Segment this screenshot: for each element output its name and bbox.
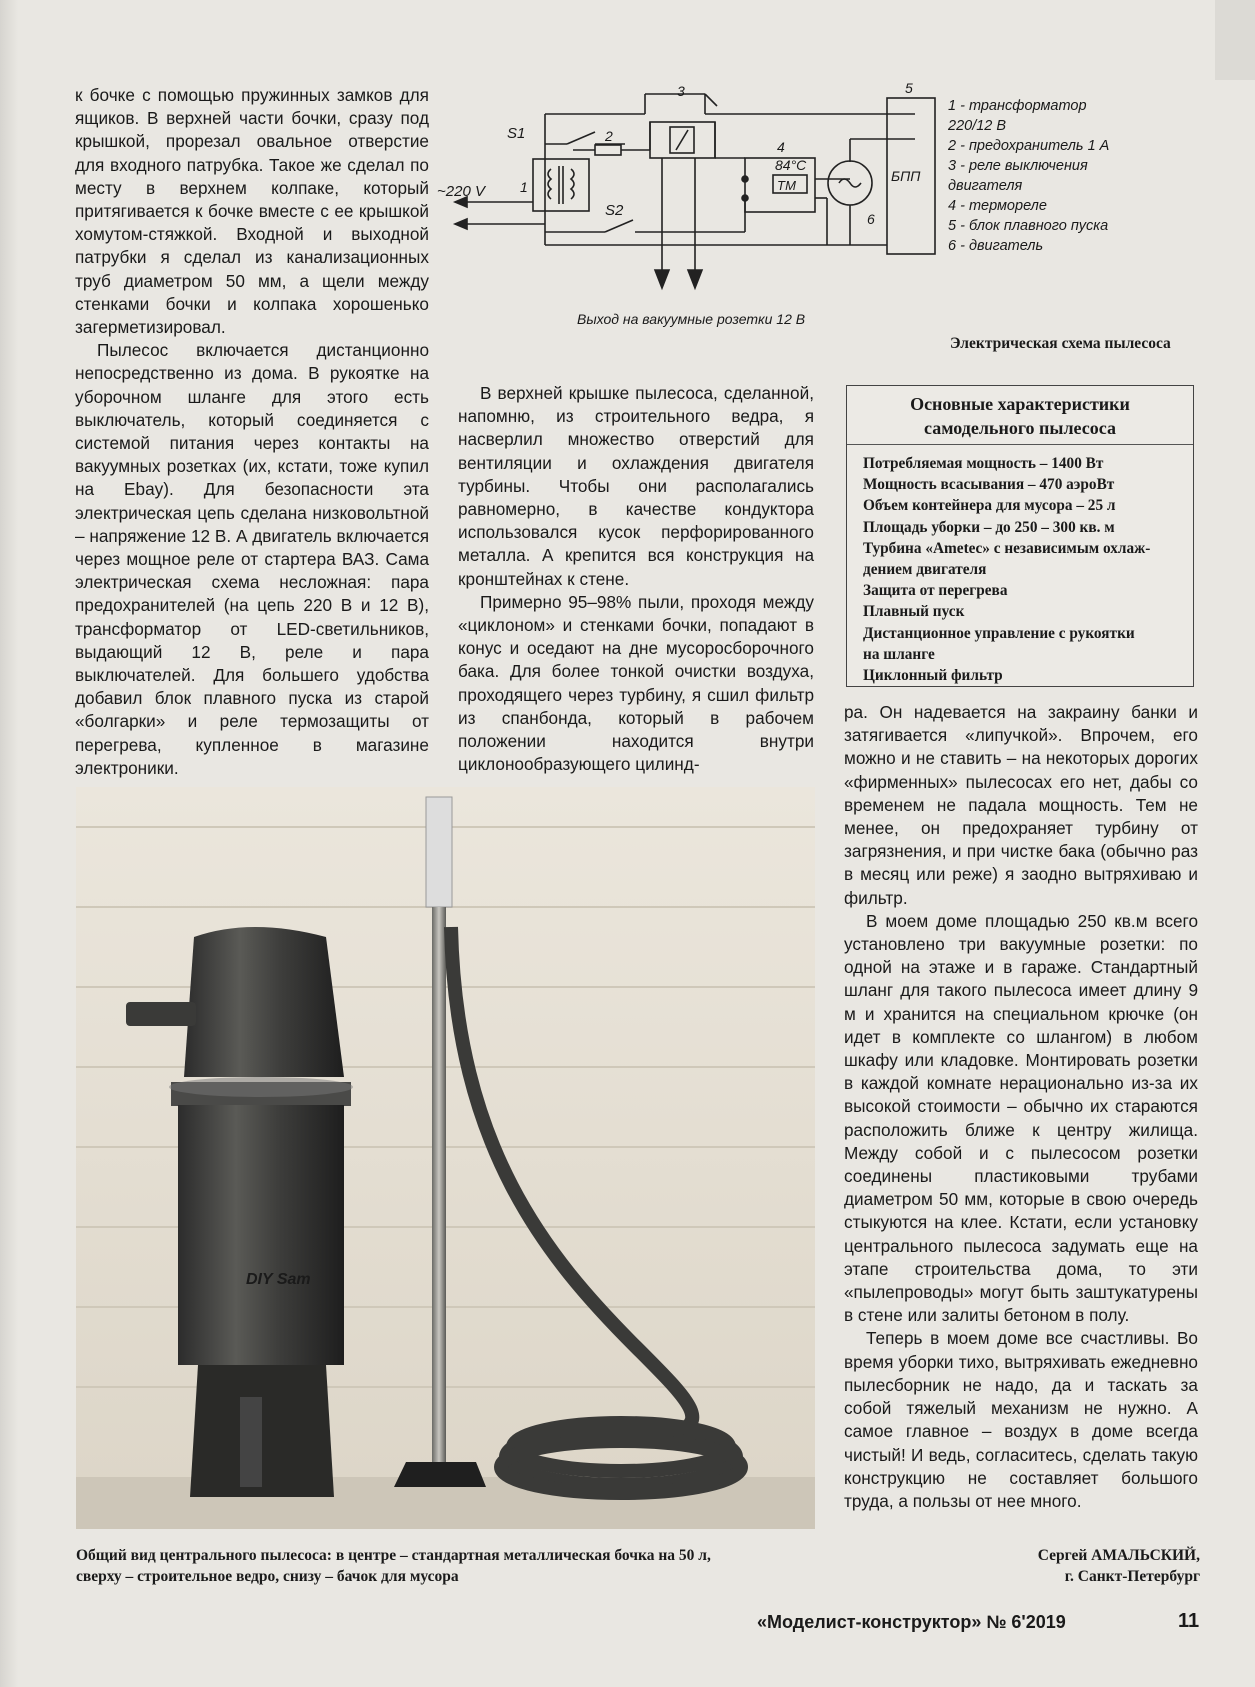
s2-label: S2 <box>605 202 624 219</box>
tm-label: ТМ <box>777 178 796 193</box>
article-column-1 <box>75 84 429 780</box>
vacuum-illustration <box>76 787 815 1529</box>
page-edge <box>0 0 18 1687</box>
vacuum-photo <box>76 787 815 1529</box>
paragraph: к бочке с помощью пружинных замков для ящиков. В верхней части бочки, сразу под крышкой, прорезал овальное отверстие для входного патрубка. Такое же сделал по месту в верхнем колпаке, который притягивается к бочке вместе с ее крышкой хомутом-стяжкой. Входной и выходной патрубки я сделал из канализационных труб диаметром 50 мм, а щели между стенками бочки и колпака хорошенько загерметизировал. <box>75 85 429 338</box>
spec-item: Циклонный фильтр <box>863 667 1003 685</box>
temp-label: 84°C <box>775 157 807 173</box>
magazine-footer: «Моделист-конструктор» № 6'2019 <box>757 1612 1066 1632</box>
paragraph: Теперь в моем доме все счастливы. Во время уборки тихо, вытряхивать ежедневно пылесборник не надо, да и таскать за собой тяжелый механизм не нужно. А самое главное – воздух в доме всегда чистый! И ведь, согласитесь, сделать такую конструкцию не составляет большого труда, а пользы от нее много. <box>844 1328 1198 1511</box>
spec-item: на шланге <box>863 645 935 663</box>
specs-box <box>846 385 1194 687</box>
svg-text:1 - трансформатор: 1 - трансформатор <box>948 98 1087 114</box>
paragraph: Примерно 95–98% пыли, проходя между «циклоном» и стенками бочки, попадают в конус и оседают на дне мусоросборочного бака. Для более тонкой очистки воздуха, проходящего через турбину, я сшил фильтр из спанбонда, который в рабочем положении находится внутри циклонообразующего цилинд- <box>458 591 814 775</box>
author-city: г. Санкт-Петербург <box>1064 1568 1200 1585</box>
spec-item: Защита от перегрева <box>863 582 1008 600</box>
label-1: 1 <box>520 179 528 195</box>
drum-label: DIY Sam <box>246 1271 311 1288</box>
specs-title: Основные характеристики самодельного пылесоса <box>847 386 1193 445</box>
spec-item: Дистанционное управление с рукоятки <box>863 624 1135 642</box>
paragraph: Пылесос включается дистанционно непосредственно из дома. В рукоятке на уборочном шланге для этого есть выключатель, который соединяется с системой питания через контакты на вакуумных розетках (их, кстати, тоже купил на Ebay). Для безопасности эта электрическая цепь сделана низковольтной – напряжение 12 В. А двигатель включается через мощное реле от стартера ВАЗ. Сама электрическая схема несложная: пара предохранителей (на цепь 220 В и 12 В), трансформатор от LED-светильников, выдающий 12 В, реле и пара выключателей. Для большего удобства добавил блок плавного пуска из старой «болгарки» и реле термозащиты от перегрева, купленное в магазине электроники. <box>75 340 429 778</box>
s1-label: S1 <box>507 125 526 142</box>
svg-text:двигателя: двигателя <box>948 178 1023 194</box>
spec-item: дением двигателя <box>863 561 987 579</box>
spec-item: Мощность всасывания – 470 аэроВт <box>863 476 1115 494</box>
photo-caption: Общий вид центрального пылесоса: в центре – стандартная металлическая бочка на 50 л, сверху – строительное ведро, снизу – бачок для мусора <box>76 1547 711 1585</box>
specs-list <box>847 445 1193 686</box>
bpp-label: БПП <box>891 168 921 184</box>
article-column-3 <box>844 701 1198 1513</box>
svg-text:6 - двигатель: 6 - двигатель <box>948 238 1044 254</box>
electrical-diagram <box>437 80 1190 334</box>
spec-item: Потребляемая мощность – 1400 Вт <box>863 455 1104 472</box>
page-corner <box>1215 0 1255 80</box>
svg-text:2 - предохранитель 1 А: 2 - предохранитель 1 А <box>948 138 1110 154</box>
author-name: Сергей АМАЛЬСКИЙ, <box>1037 1547 1200 1564</box>
spec-item: Турбина «Ametec» с независимым охлаж- <box>863 539 1151 557</box>
svg-text:3 - реле выключения: 3 - реле выключения <box>948 158 1088 174</box>
label-6: 6 <box>867 211 875 227</box>
output-label: Выход на вакуумные розетки 12 В <box>577 311 806 327</box>
spec-item: Площадь уборки – до 250 – 300 кв. м <box>863 518 1115 536</box>
label-3: 3 <box>677 83 685 99</box>
diagram-caption: Электрическая схема пылесоса <box>950 335 1171 352</box>
paragraph: ра. Он надевается на закраину банки и затягивается «липучкой». Впрочем, его можно и не ставить – на некоторых дорогих «фирменных» пылесосах его нет, дабы со временем не падала мощность. Тем не менее, он предохраняет турбину от загрязнения, и при чистке бака (обычно раз в месяц или реже) я заодно вытряхиваю и фильтр. <box>844 702 1198 908</box>
diagram-legend <box>947 98 1109 254</box>
paragraph: В верхней крышке пылесоса, сделанной, напомню, из строительного ведра, я насверлил множество отверстий для вентиляции и охлаждения двигателя турбины. Чтобы они располагались равномерно, в качестве кондуктора использовался кусок перфорированного металла. А крепится вся конструкция на кронштейнах к стене. <box>458 383 814 589</box>
svg-text:220/12 В: 220/12 В <box>948 118 1007 134</box>
label-4: 4 <box>777 139 785 155</box>
page-number: 11 <box>1178 1610 1200 1632</box>
circuit-schematic <box>437 80 1190 334</box>
author-signature <box>1038 1545 1200 1587</box>
mains-label: ~220 V <box>437 183 485 200</box>
svg-text:4 - термореле: 4 - термореле <box>948 198 1047 214</box>
label-2: 2 <box>605 128 613 144</box>
spec-item: Плавный пуск <box>863 603 965 621</box>
label-5: 5 <box>905 80 913 96</box>
paragraph: В моем доме площадью 250 кв.м всего установлено три вакуумные розетки: по одной на этаже и в гараже. Стандартный шланг для такого пылесоса имеет длину 9 м и хранится на специальном крючке (он идет в комплекте со шлангом) в любом шкафу или кладовке. Монтировать розетки в каждой комнате нерационально из-за их высокой стоимости – обычно их стараются расположить ближе к центру жилища. Между собой и с пылесосом розетки соединены пластиковыми трубами диаметром 50 мм, которые в свою очередь стыкуются на клее. Кстати, если установку центрального пылесоса задумать еще на этапе строительства дома, то эти «пылепроводы» могут быть заштукатурены в стене или залиты бетоном в полу. <box>844 910 1198 1326</box>
article-column-2 <box>458 382 814 776</box>
svg-text:5 - блок плавного пуска: 5 - блок плавного пуска <box>948 218 1109 234</box>
spec-item: Объем контейнера для мусора – 25 л <box>863 497 1116 515</box>
